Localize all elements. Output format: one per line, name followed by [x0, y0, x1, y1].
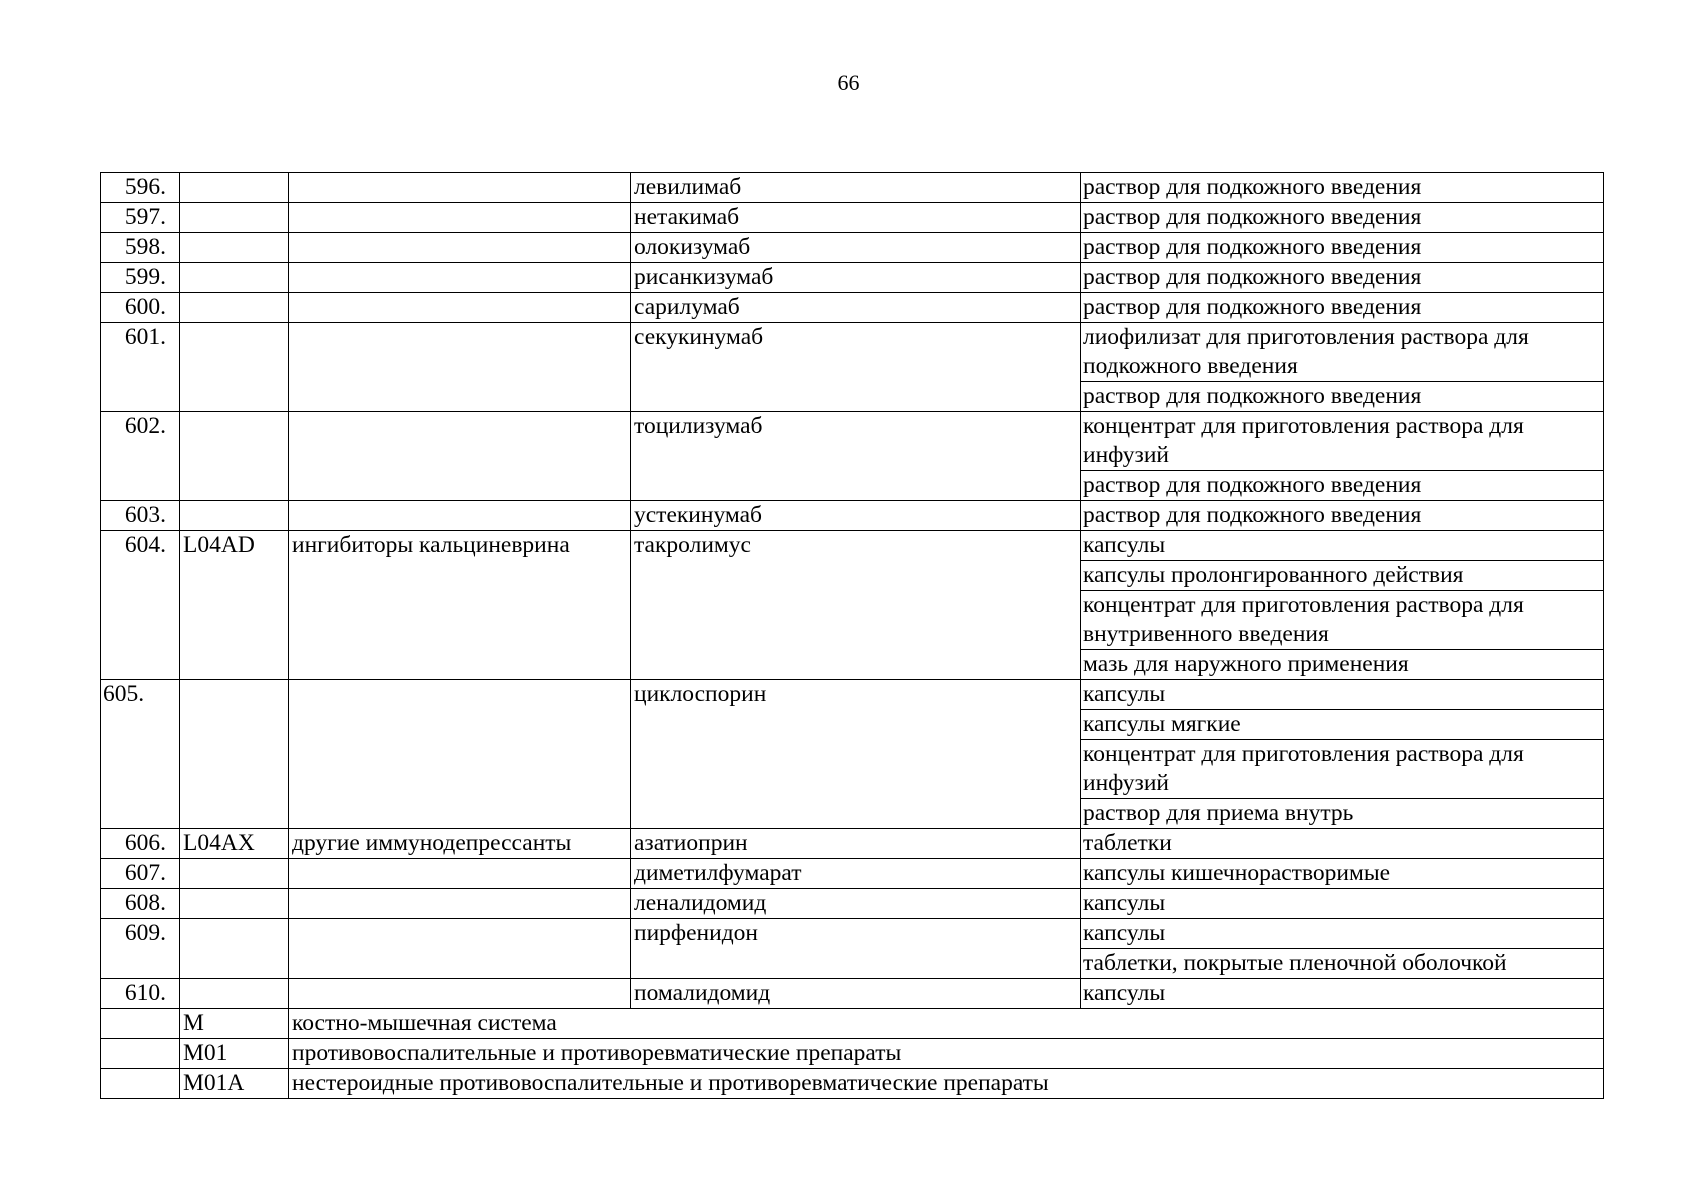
dosage-form: капсулы — [1081, 680, 1604, 710]
table-row — [101, 173, 1604, 203]
atc-code — [180, 323, 289, 412]
pharmacological-group — [289, 173, 631, 203]
row-number: 606. — [101, 829, 180, 859]
table-row — [101, 263, 1604, 293]
drug-name: левилимаб — [631, 173, 1081, 203]
dosage-form: раствор для подкожного введения — [1081, 203, 1604, 233]
table-row — [101, 293, 1604, 323]
drug-name: секукинумаб — [631, 323, 1081, 412]
dosage-form: мазь для наружного применения — [1081, 650, 1604, 680]
pharmacological-group: ингибиторы кальциневрина — [289, 531, 631, 680]
atc-code — [180, 919, 289, 979]
dosage-form: раствор для подкожного введения — [1081, 471, 1604, 501]
row-number: 599. — [101, 263, 180, 293]
row-number: 604. — [101, 531, 180, 680]
drug-name: сарилумаб — [631, 293, 1081, 323]
drug-name: азатиоприн — [631, 829, 1081, 859]
drug-name: пирфенидон — [631, 919, 1081, 979]
table-row — [101, 859, 1604, 889]
drug-name: рисанкизумаб — [631, 263, 1081, 293]
table-row — [101, 979, 1604, 1009]
row-number: 602. — [101, 412, 180, 501]
drug-name: диметилфумарат — [631, 859, 1081, 889]
row-number: 609. — [101, 919, 180, 979]
section-title: нестероидные противовоспалительные и противоревматические препараты — [289, 1069, 1604, 1099]
pharmacological-group — [289, 293, 631, 323]
atc-code — [180, 293, 289, 323]
atc-code — [180, 263, 289, 293]
atc-code: M01A — [180, 1069, 289, 1099]
dosage-form: таблетки, покрытые пленочной оболочкой — [1081, 949, 1604, 979]
pharmacological-group — [289, 859, 631, 889]
atc-code: L04AD — [180, 531, 289, 680]
dosage-form: лиофилизат для приготовления раствора для подкожного введения — [1081, 323, 1604, 382]
pharmacological-group — [289, 263, 631, 293]
drug-name: помалидомид — [631, 979, 1081, 1009]
atc-code — [180, 680, 289, 829]
atc-code — [180, 412, 289, 501]
pharmacological-group — [289, 412, 631, 501]
drug-name: олокизумаб — [631, 233, 1081, 263]
pharmacological-group — [289, 680, 631, 829]
dosage-form: концентрат для приготовления раствора для инфузий — [1081, 740, 1604, 799]
pharmacological-group — [289, 979, 631, 1009]
dosage-form: раствор для подкожного введения — [1081, 293, 1604, 323]
dosage-form: капсулы мягкие — [1081, 710, 1604, 740]
table-row — [101, 501, 1604, 531]
drug-name: устекинумаб — [631, 501, 1081, 531]
pharmacological-group — [289, 889, 631, 919]
dosage-form: капсулы — [1081, 889, 1604, 919]
table-row — [101, 203, 1604, 233]
table-row — [101, 919, 1604, 949]
section-title: противовоспалительные и противоревматические препараты — [289, 1039, 1604, 1069]
dosage-form: раствор для подкожного введения — [1081, 501, 1604, 531]
table-row — [101, 889, 1604, 919]
pharmacological-group — [289, 501, 631, 531]
dosage-form: раствор для подкожного введения — [1081, 382, 1604, 412]
table-row — [101, 323, 1604, 382]
table-row — [101, 680, 1604, 710]
row-number: 598. — [101, 233, 180, 263]
atc-code — [180, 203, 289, 233]
pharmacological-group — [289, 323, 631, 412]
section-row — [101, 1039, 1604, 1069]
atc-code: M — [180, 1009, 289, 1039]
section-title: костно-мышечная система — [289, 1009, 1604, 1039]
table-row — [101, 233, 1604, 263]
section-row — [101, 1069, 1604, 1099]
atc-code — [180, 233, 289, 263]
atc-code — [180, 501, 289, 531]
pharmacological-group — [289, 919, 631, 979]
drug-name: леналидомид — [631, 889, 1081, 919]
pharmacological-group — [289, 233, 631, 263]
drug-list-table — [100, 172, 1604, 1099]
drug-name: циклоспорин — [631, 680, 1081, 829]
atc-code — [180, 889, 289, 919]
dosage-form: раствор для подкожного введения — [1081, 173, 1604, 203]
atc-code — [180, 859, 289, 889]
row-number: 608. — [101, 889, 180, 919]
row-number — [101, 1039, 180, 1069]
pharmacological-group: другие иммунодепрессанты — [289, 829, 631, 859]
row-number: 601. — [101, 323, 180, 412]
dosage-form: раствор для подкожного введения — [1081, 233, 1604, 263]
row-number: 607. — [101, 859, 180, 889]
dosage-form: раствор для подкожного введения — [1081, 263, 1604, 293]
atc-code — [180, 979, 289, 1009]
table-row — [101, 531, 1604, 561]
dosage-form: концентрат для приготовления раствора для инфузий — [1081, 412, 1604, 471]
row-number: 603. — [101, 501, 180, 531]
drug-name: нетакимаб — [631, 203, 1081, 233]
dosage-form: таблетки — [1081, 829, 1604, 859]
dosage-form: капсулы — [1081, 979, 1604, 1009]
row-number: 597. — [101, 203, 180, 233]
row-number: 600. — [101, 293, 180, 323]
dosage-form: капсулы пролонгированного действия — [1081, 561, 1604, 591]
table-row — [101, 412, 1604, 471]
page-number: 66 — [837, 70, 860, 95]
dosage-form: капсулы — [1081, 531, 1604, 561]
atc-code: L04AX — [180, 829, 289, 859]
row-number — [101, 1009, 180, 1039]
row-number: 610. — [101, 979, 180, 1009]
atc-code — [180, 173, 289, 203]
dosage-form: капсулы — [1081, 919, 1604, 949]
atc-code: M01 — [180, 1039, 289, 1069]
dosage-form: капсулы кишечнорастворимые — [1081, 859, 1604, 889]
pharmacological-group — [289, 203, 631, 233]
section-row — [101, 1009, 1604, 1039]
dosage-form: раствор для приема внутрь — [1081, 799, 1604, 829]
drug-name: такролимус — [631, 531, 1081, 680]
dosage-form: концентрат для приготовления раствора для внутривенного введения — [1081, 591, 1604, 650]
row-number: 605. — [101, 680, 180, 829]
table-row — [101, 829, 1604, 859]
drug-name: тоцилизумаб — [631, 412, 1081, 501]
row-number — [101, 1069, 180, 1099]
row-number: 596. — [101, 173, 180, 203]
